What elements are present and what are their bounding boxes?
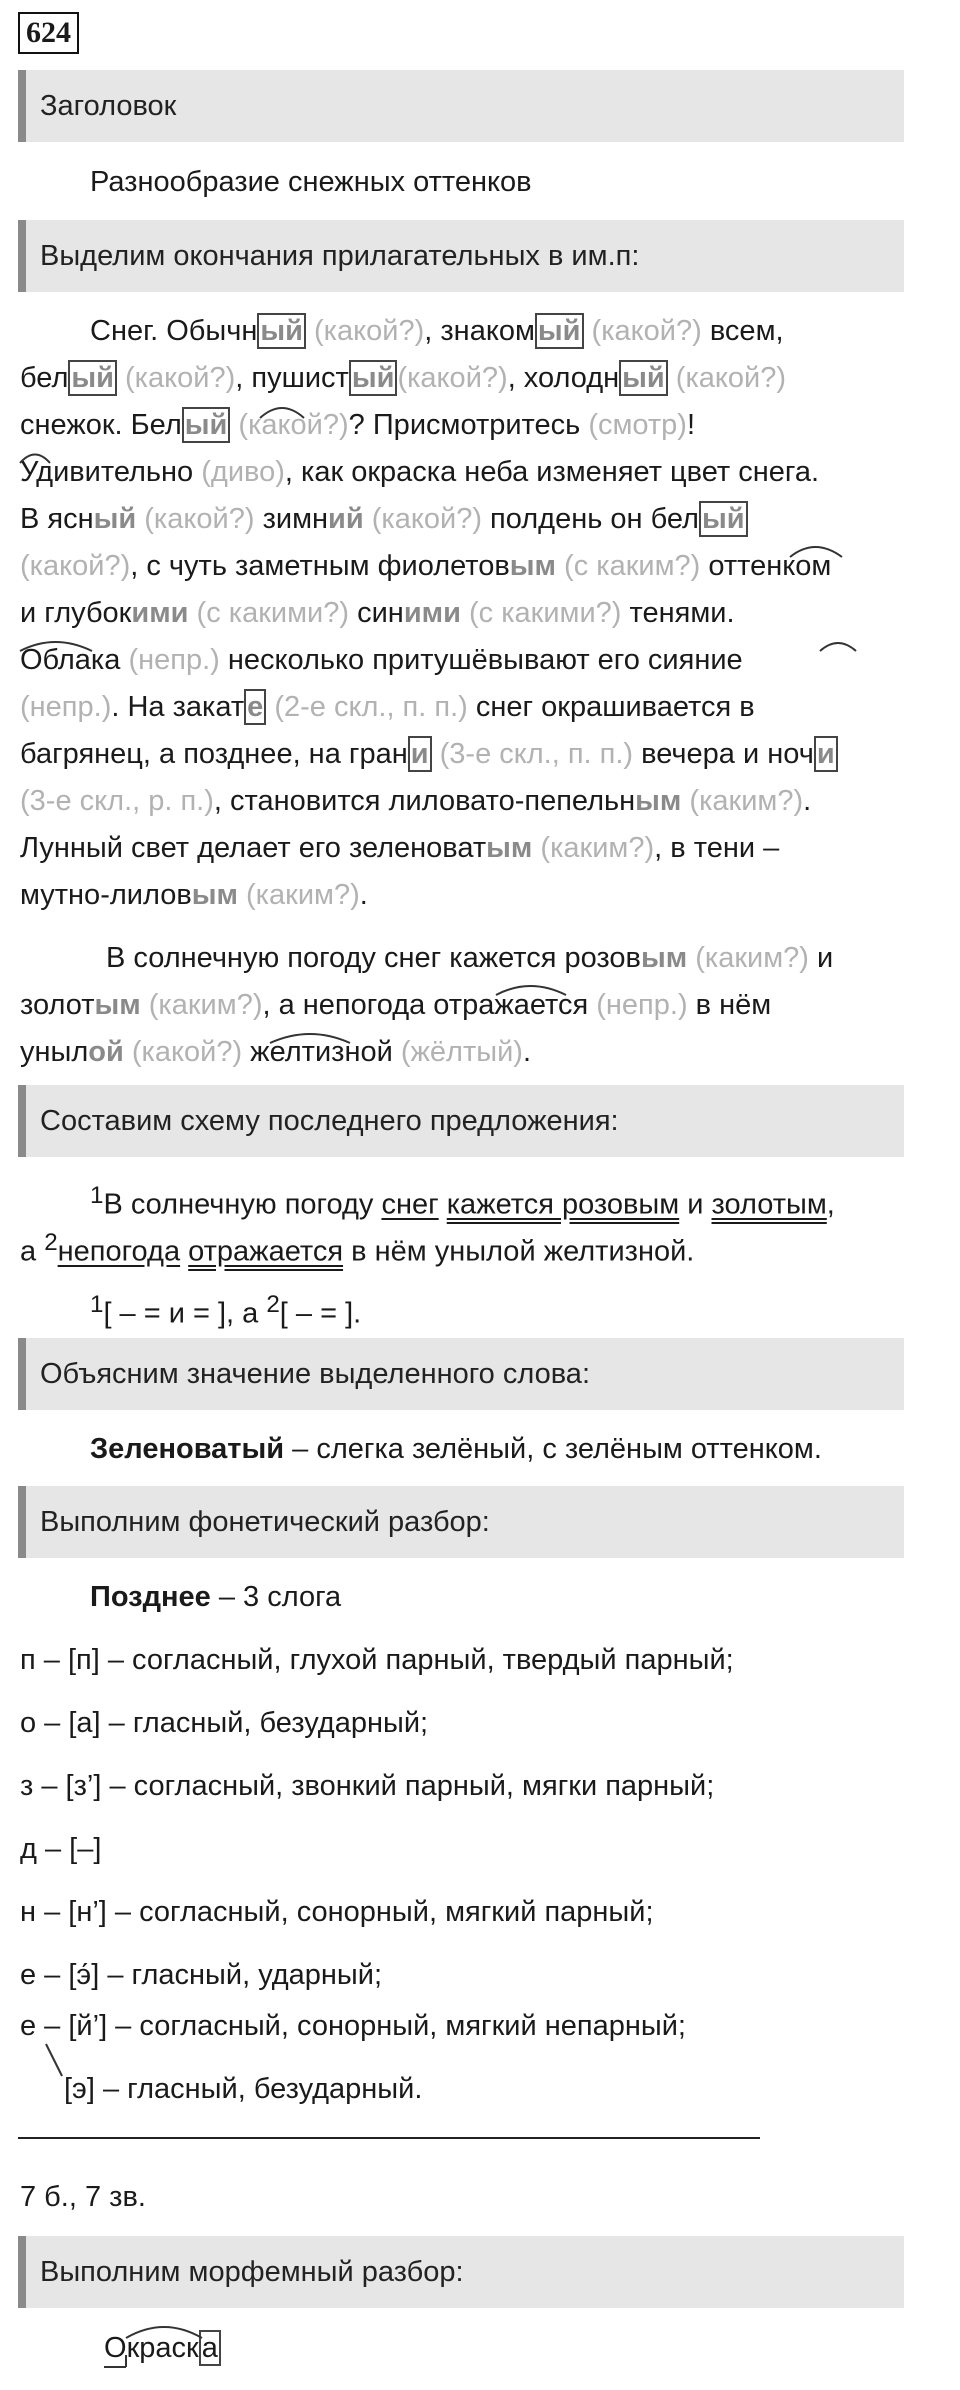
text-fragment: син — [349, 597, 404, 629]
ending-box: и — [814, 736, 838, 772]
text-line — [20, 825, 779, 871]
text-fragment: полдень он бел — [481, 503, 699, 535]
text-line — [20, 872, 368, 918]
text-fragment: , а непогода отражается — [262, 989, 597, 1021]
ending-box: ый — [68, 360, 117, 396]
text-fragment: . — [522, 1036, 532, 1068]
text-fragment — [180, 1236, 188, 1268]
text-fragment: а — [20, 1235, 45, 1268]
check-word: (диво) — [201, 456, 285, 488]
text-fragment: , холодн — [507, 362, 620, 394]
meaning-definition: – слегка зелёный, с зелёным оттенком. — [284, 1433, 822, 1465]
predicate: кажется розовым — [446, 1188, 680, 1221]
section-header-endings: Выделим окончания прилагательных в им.п: — [18, 220, 904, 292]
task-number: 624 — [18, 12, 79, 54]
text-line — [20, 637, 743, 683]
meaning-word: Зеленоватый — [90, 1433, 285, 1465]
phonetic-syllables: – 3 слога — [210, 1581, 342, 1613]
ending: ий — [328, 503, 364, 535]
text-fragment: мутно-лилов — [20, 879, 192, 911]
predicate: отражается — [188, 1235, 344, 1268]
morpheme-ending: а — [199, 2330, 221, 2366]
question-hint: (какой?) — [20, 550, 131, 582]
text-line — [20, 1029, 531, 1075]
meaning-line — [90, 1426, 822, 1472]
ending-box: ый — [349, 360, 398, 396]
clause-number: 1 — [90, 1291, 104, 1318]
text-fragment: Облака — [20, 644, 129, 676]
ending-box: ый — [535, 313, 584, 349]
scheme-formula — [90, 1282, 361, 1337]
text-line — [20, 402, 695, 448]
text-fragment: . — [803, 785, 812, 817]
text-fragment: снежок. Бел — [20, 409, 182, 441]
text-fragment: [ – = ]. — [279, 1297, 362, 1330]
text-fragment: багрянец, а позднее, на гран — [20, 738, 408, 770]
phonetic-summary: 7 б., 7 зв. — [20, 2181, 146, 2213]
clause-number: 2 — [266, 1291, 280, 1318]
text-line — [20, 684, 755, 730]
text-fragment: в нём унылой желтизной. — [343, 1235, 695, 1268]
morpheme-word — [104, 2325, 221, 2371]
ending: ым — [635, 785, 682, 817]
morpheme-root: краск — [126, 2332, 199, 2364]
declension-hint: (3-е скл., п. п.) — [431, 738, 634, 770]
ending-box: ый — [182, 407, 231, 443]
declension-hint: (3-е скл., р. п.) — [20, 785, 214, 817]
subject: непогода — [57, 1235, 181, 1268]
ending-box: ый — [619, 360, 668, 396]
section-header-morpheme: Выполним морфемный разбор: — [18, 2236, 904, 2308]
text-fragment: зимн — [254, 503, 329, 535]
text-fragment: ? Присмотритесь — [348, 409, 589, 441]
text-fragment: несколько притушёвывают его сияние — [219, 644, 743, 676]
text-fragment: , — [826, 1188, 835, 1221]
phonetic-line: п – [п] – согласный, глухой парный, твердый парный; — [20, 1644, 734, 1676]
text-fragment: [ – = и = ], а — [103, 1297, 267, 1330]
text-line — [20, 496, 748, 542]
phonetic-line: д – [–] — [20, 1833, 102, 1865]
root-arc — [820, 643, 856, 651]
question-hint: (с какими?) — [188, 597, 350, 629]
phonetic-line: н – [н’] – согласный, сонорный, мягкий парный; — [20, 1896, 654, 1928]
text-fragment: Снег. Обычн — [90, 315, 258, 347]
ending-box: ый — [257, 313, 306, 349]
text-fragment: и — [808, 942, 834, 974]
question-hint: (каким?) — [237, 879, 360, 911]
declension-hint: (2-е скл., п. п.) — [266, 691, 468, 723]
question-hint: (какой?) — [123, 1036, 243, 1068]
ending: ым — [191, 879, 238, 911]
question-hint: (непр.) — [128, 644, 220, 676]
question-hint: (непр.) — [20, 691, 112, 723]
divider — [18, 2137, 760, 2139]
question-hint: (каким?) — [140, 989, 263, 1021]
text-fragment: В солнечную погоду снег кажется розов — [106, 942, 641, 974]
question-hint: (какой?) — [116, 362, 236, 394]
text-fragment — [439, 1189, 447, 1221]
morpheme-prefix: О — [104, 2332, 127, 2364]
phonetic-line: е – [э́] – гласный, ударный; — [20, 1959, 383, 1991]
clause-number: 2 — [44, 1229, 58, 1256]
section-header-scheme: Составим схему последнего предложения: — [18, 1085, 904, 1157]
check-word: (смотр) — [588, 409, 687, 441]
section-header-meaning: Объясним значение выделенного слова: — [18, 1338, 904, 1410]
question-hint: (непр.) — [596, 989, 688, 1021]
text-fragment: . На закат — [111, 691, 245, 723]
text-line — [20, 543, 831, 589]
question-hint: (с какими?) — [460, 597, 622, 629]
text-fragment: В солнечную погоду — [103, 1188, 382, 1221]
question-hint: (какой?) — [363, 503, 482, 535]
text-fragment: уныл — [20, 1036, 89, 1068]
text-fragment: , пушист — [235, 362, 349, 394]
question-hint: (какой?) — [305, 315, 425, 347]
text-fragment: в нём — [687, 989, 772, 1021]
phonetic-line: о – [а] – гласный, безударный; — [20, 1707, 429, 1739]
scheme-sentence-line — [20, 1220, 694, 1275]
section-header-title: Заголовок — [18, 70, 904, 142]
question-hint: (каким?) — [681, 785, 804, 817]
text-fragment: ! — [686, 409, 696, 441]
ending-box: е — [244, 689, 266, 725]
text-fragment: оттенком — [700, 550, 832, 582]
text-line — [20, 355, 786, 401]
text-line — [20, 778, 811, 824]
ending-box: и — [408, 736, 432, 772]
text-fragment: , становится лиловато-пепельн — [213, 785, 636, 817]
text-fragment: , с чуть заметным фиолетов — [130, 550, 510, 582]
text-fragment: вечера и ноч — [633, 738, 814, 770]
text-fragment: всем, — [701, 315, 784, 347]
phonetic-line: е – [й’] – согласный, сонорный, мягкий непарный; — [20, 2010, 686, 2042]
question-hint: (с каким?) — [556, 550, 701, 582]
text-fragment: , как окраска неба изменяет цвет снега. — [284, 456, 819, 488]
question-hint: (какой?) — [667, 362, 787, 394]
text-fragment: желтизной — [242, 1036, 401, 1068]
section-header-phonetic: Выполним фонетический разбор: — [18, 1486, 904, 1558]
clause-number: 1 — [90, 1182, 104, 1209]
text-fragment: В ясн — [20, 503, 94, 535]
title-text: Разнообразие снежных оттенков — [90, 166, 532, 198]
ending: ым — [640, 942, 688, 974]
text-fragment: тенями. — [621, 597, 735, 629]
question-hint: (каким?) — [687, 942, 809, 974]
phonetic-line: з – [з’] – согласный, звонкий парный, мягки парный; — [20, 1770, 715, 1802]
text-line — [90, 308, 784, 354]
ending: ой — [88, 1036, 124, 1068]
question-hint: (каким?) — [532, 832, 655, 864]
ending: ими — [131, 597, 189, 629]
text-line — [106, 935, 833, 981]
text-fragment: , в тени – — [654, 832, 780, 864]
phonetic-line: [э] – гласный, безударный. — [64, 2073, 423, 2105]
text-line — [20, 449, 819, 495]
text-fragment: и глубок — [20, 597, 132, 629]
phonetic-title — [90, 1574, 341, 1620]
question-hint: (какой?) — [583, 315, 702, 347]
text-line — [20, 731, 838, 777]
text-line — [20, 982, 771, 1028]
question-hint: (какой?) — [136, 503, 255, 535]
ending: ый — [93, 503, 137, 535]
text-fragment: бел — [20, 362, 69, 394]
text-fragment: и — [679, 1188, 712, 1221]
phonetic-word: Позднее — [90, 1581, 211, 1613]
subject: снег — [381, 1188, 439, 1221]
check-word: (жёлтый) — [400, 1036, 523, 1068]
ending: ым — [94, 989, 141, 1021]
question-hint: (какой?) — [230, 409, 349, 441]
ending: ым — [509, 550, 556, 582]
text-line — [20, 590, 735, 636]
question-hint: (какой?) — [397, 362, 508, 394]
text-fragment: Удивительно — [20, 456, 202, 488]
text-fragment: . — [359, 879, 368, 911]
ending: ими — [403, 597, 461, 629]
ending: ым — [486, 832, 533, 864]
predicate: золотым — [711, 1188, 827, 1221]
ending-box: ый — [699, 501, 748, 537]
text-fragment: , знаком — [424, 315, 535, 347]
text-fragment: снег окрашивается в — [467, 691, 755, 723]
text-fragment: Лунный свет делает его зеленоват — [20, 832, 487, 864]
text-fragment: золот — [20, 989, 95, 1021]
